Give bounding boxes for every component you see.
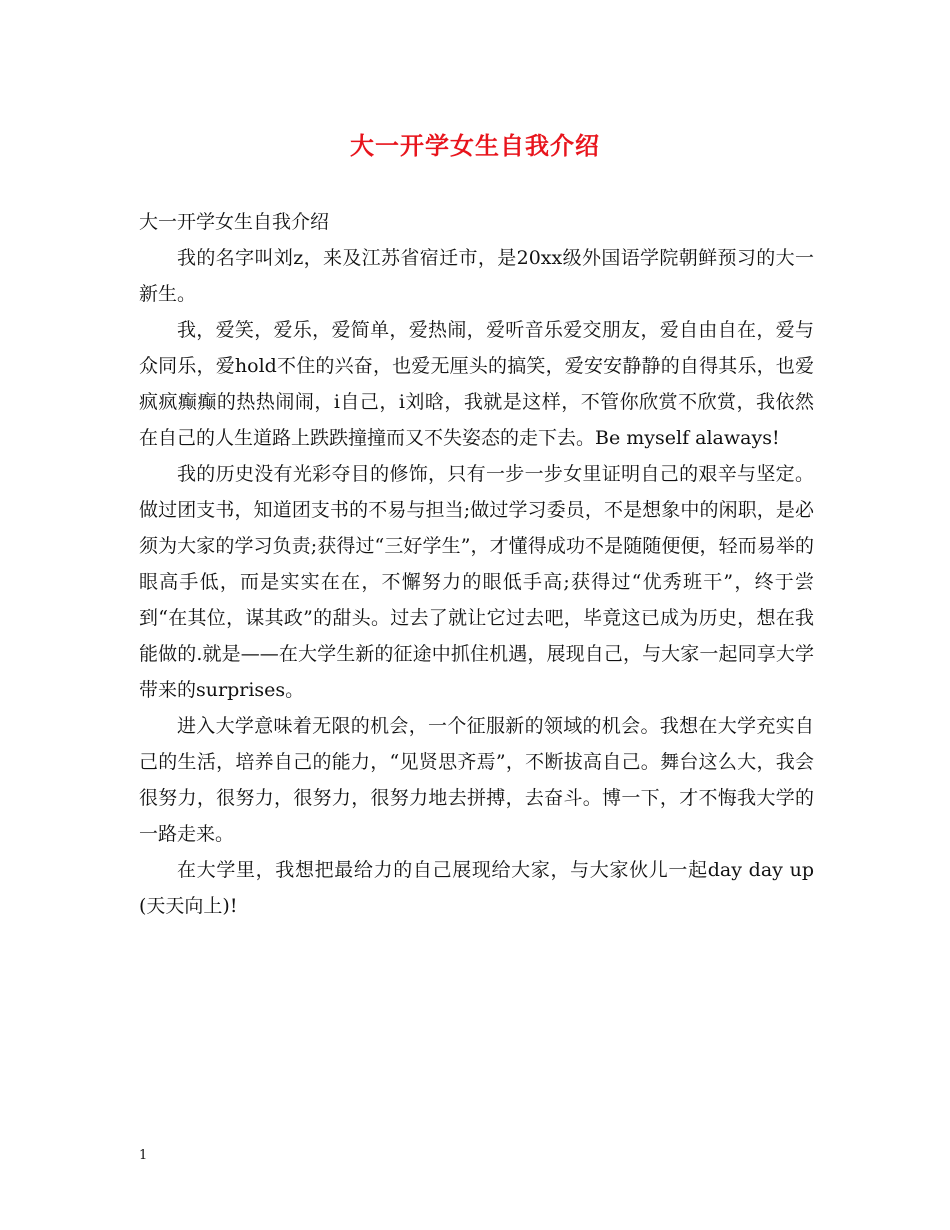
- paragraph-5: 在大学里，我想把最给力的自己展现给大家，与大家伙儿一起day day up(天天向上)!: [139, 859, 814, 917]
- document-body: [139, 204, 814, 924]
- document-title: 大一开学女生自我介绍: [350, 131, 600, 160]
- document-subtitle: 大一开学女生自我介绍: [139, 211, 330, 233]
- paragraph-4: 进入大学意味着无限的机会，一个征服新的领域的机会。我想在大学充实自己的生活，培养自己的能力，“见贤思齐焉”，不断拔高自己。舞台这么大，我会很努力，很努力，很努力，很努力地去拼搏，去奋斗。博一下，才不悔我大学的一路走来。: [139, 715, 814, 845]
- paragraph-1: 我的名字叫刘z，来及江苏省宿迁市，是20xx级外国语学院朝鲜预习的大一新生。: [139, 247, 814, 305]
- page-number: 1: [139, 1148, 148, 1163]
- paragraph-3: 我的历史没有光彩夺目的修饰，只有一步一步女里证明自己的艰辛与坚定。做过团支书，知道团支书的不易与担当;做过学习委员，不是想象中的闲职，是必须为大家的学习负责;获得过“三好学生”，才懂得成功不是随随便便，轻而易举的眼高手低，而是实实在在，不懈努力的眼低手高;获得过“优秀班干”，终于尝到“在其位，谋其政”的甜头。过去了就让它过去吧，毕竟这已成为历史，想在我能做的.就是——在大学生新的征途中抓住机遇，展现自己，与大家一起同享大学带来的surprises。: [139, 463, 814, 701]
- paragraph-2: 我，爱笑，爱乐，爱简单，爱热闹，爱听音乐爱交朋友，爱自由自在，爱与众同乐，爱hold不住的兴奋，也爱无厘头的搞笑，爱安安静静的自得其乐，也爱疯疯癫癫的热热闹闹，i自己，i刘晗，我就是这样，不管你欣赏不欣赏，我依然在自己的人生道路上跌跌撞撞而又不失姿态的走下去。Be myself alaways!: [139, 319, 814, 449]
